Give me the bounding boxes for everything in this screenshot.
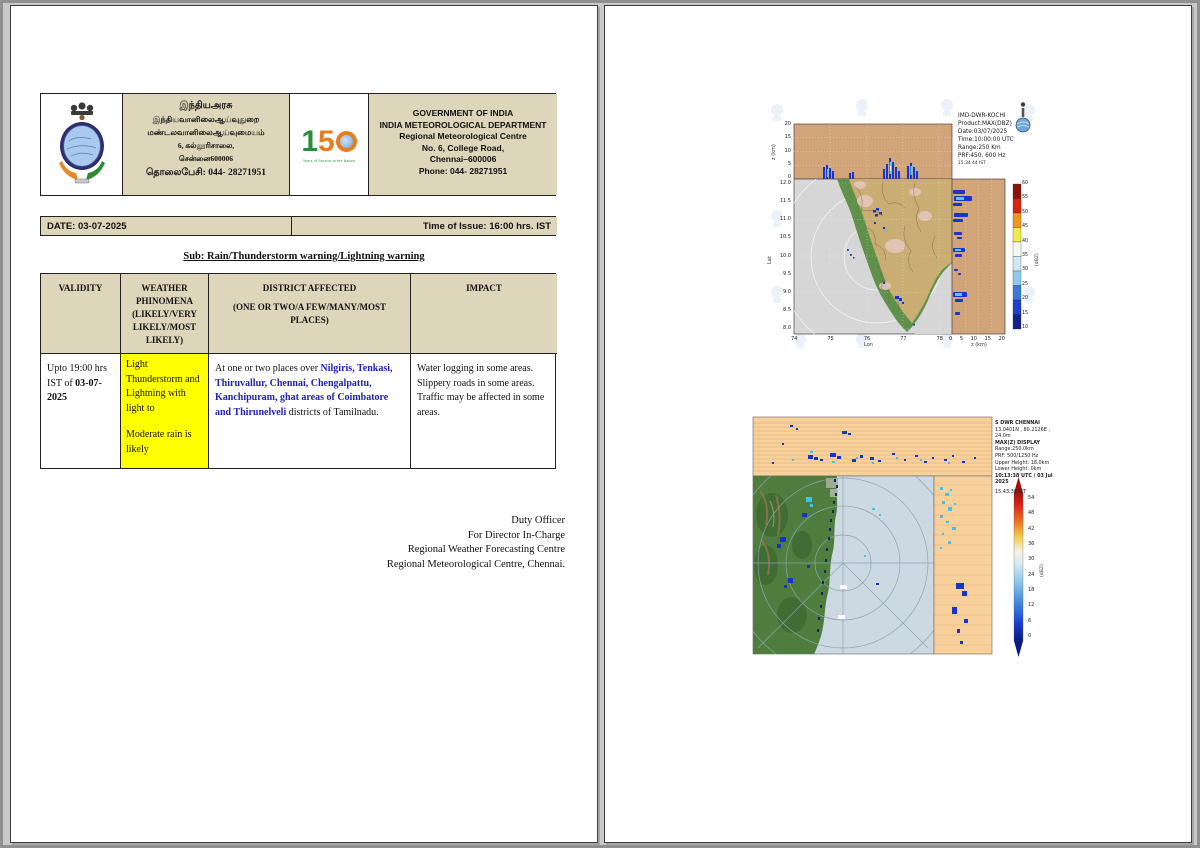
lon-tick: 77 xyxy=(900,336,907,342)
kochi-lon-axis-label: Lon xyxy=(864,342,873,348)
chennai-right-cross-section xyxy=(934,476,992,654)
lat-tick: 10.0 xyxy=(779,252,791,259)
english-address-line: Chennai–600006 xyxy=(429,154,497,164)
chennai-prf-label: PRF: 500/1250 Hz xyxy=(995,452,1039,459)
kochi-colorbar-ticks xyxy=(1022,181,1034,330)
lon-tick: 75 xyxy=(827,336,834,342)
english-address-line: No. 6, College Road, xyxy=(421,142,505,153)
z-tick: 15 xyxy=(984,336,991,342)
kochi-lat-axis-label: Lat xyxy=(767,256,773,264)
colorbar-tick: 48 xyxy=(1028,510,1035,517)
india-emblem-icon xyxy=(41,94,122,195)
radar-image-kochi xyxy=(765,96,1043,348)
impact-line: Water logging in some areas. xyxy=(417,363,534,374)
chennai-top-cross-section xyxy=(753,417,992,476)
district-header-title: DISTRICT AFFECTED xyxy=(262,283,357,293)
kochi-info-line: Product:MAX(DBZ) xyxy=(958,121,1012,127)
chennai-utc-time: 10:13:38 UTC / 03 Jul 2025 xyxy=(995,472,1053,486)
z-tick: 5 xyxy=(787,160,791,167)
time-of-issue-label: Time of Issue: 16:00 hrs. IST xyxy=(292,217,557,235)
validity-cell xyxy=(41,354,121,468)
colorbar-tick: 50 xyxy=(1022,209,1029,215)
chennai-lower-height-label: Lower Height: 0km xyxy=(995,466,1042,473)
signature-line: For Director In-Charge xyxy=(467,529,565,541)
col-header-weather-phenomena: WEATHER PHINOMENA (LIKELY/VERY LIKELY/MOST LIKELY) xyxy=(121,274,209,354)
colorbar-tick: 6 xyxy=(1028,617,1032,624)
impact-line: Slippery roads in some areas. xyxy=(417,377,535,389)
lon-tick: 78 xyxy=(936,336,943,342)
district-header-sub: (ONE OR TWO/A FEW/MANY/MOST PLACES) xyxy=(232,302,387,325)
lat-tick: 8.5 xyxy=(783,306,791,313)
header-tamil-address xyxy=(123,94,290,195)
z-tick: 20 xyxy=(998,336,1005,342)
tamil-address-line: சென்னை600006 xyxy=(178,154,234,163)
tamil-address-line: இந்தியஅரசு xyxy=(179,101,233,111)
radar-image-chennai xyxy=(752,415,1062,657)
date-label: DATE: 03-07-2025 xyxy=(41,217,292,235)
kochi-info-line: Time:10:00:00 UTC xyxy=(958,137,1014,143)
kochi-info-text xyxy=(958,112,1042,160)
kochi-info-line: Range:250 Km xyxy=(958,145,1001,151)
tamil-address-line: தொலைபேசி: 044- 28271951 xyxy=(145,168,266,178)
colorbar-tick: 40 xyxy=(1022,238,1029,244)
logo-150-globe-icon xyxy=(336,131,357,152)
lat-tick: 10.5 xyxy=(779,234,791,241)
letterhead-table xyxy=(40,93,556,196)
lat-tick: 8.0 xyxy=(783,325,791,331)
validity-date: 03-07-2025 xyxy=(47,377,102,403)
emblem-cell xyxy=(41,94,123,195)
kochi-colorbar-unit-label: (dBZ) xyxy=(1035,253,1040,266)
header-english-address xyxy=(369,94,557,195)
chennai-colorbar-unit-label: (dBZ) xyxy=(1040,564,1045,577)
colorbar-tick: 55 xyxy=(1022,195,1029,201)
logo-150-subtext: Years of Service to the Nation xyxy=(302,158,356,163)
weather-phenomena-cell xyxy=(121,354,209,468)
phenomena-text-1: Light Thunderstorm and Lightning with light to xyxy=(126,359,200,414)
z-tick: 20 xyxy=(784,121,791,127)
z-tick: 15 xyxy=(784,134,791,141)
kochi-ist-time: 15:34:44 IST xyxy=(958,161,986,166)
lat-tick: 11.0 xyxy=(779,216,791,223)
date-issue-bar xyxy=(40,216,556,236)
z-tick: 10 xyxy=(970,336,977,342)
colorbar-tick: 10 xyxy=(1022,324,1029,330)
document-page-1 xyxy=(10,5,598,843)
signature-line: Regional Meteorological Centre, Chennai. xyxy=(386,558,565,570)
english-address-line: GOVERNMENT OF INDIA xyxy=(412,108,514,118)
colorbar-tick: 18 xyxy=(1028,586,1035,593)
colorbar-tick: 36 xyxy=(1028,540,1035,547)
colorbar-tick: 15 xyxy=(1022,310,1029,316)
impact-cell xyxy=(411,354,557,468)
validity-text: Upto 19:00 hrs IST of xyxy=(47,363,107,389)
chennai-upper-height-label: Upper Height: 18.0km xyxy=(995,459,1050,466)
kochi-colorbar xyxy=(1013,184,1021,329)
colorbar-tick: 42 xyxy=(1028,525,1035,532)
kochi-right-cross-section xyxy=(952,179,1005,334)
lat-tick: 9.0 xyxy=(783,288,791,295)
colorbar-tick: 60 xyxy=(1022,181,1029,186)
phenomena-text-2: Moderate rain is likely xyxy=(126,429,192,455)
tamil-address-line: மண்டலவானிலைஆய்வுமையம் xyxy=(147,128,265,137)
colorbar-tick: 30 xyxy=(1028,556,1035,563)
chennai-info-text xyxy=(995,420,1061,496)
kochi-z-right-axis-label: z (km) xyxy=(971,342,987,348)
colorbar-tick: 54 xyxy=(1028,495,1035,501)
colorbar-tick: 12 xyxy=(1028,602,1035,609)
chennai-ist-time: 15:43:38 IST xyxy=(995,488,1027,495)
signature-block xyxy=(387,514,565,572)
district-suffix: districts of Tamilnadu. xyxy=(286,406,379,418)
z-tick: 0 xyxy=(787,174,791,180)
logo-150-digits: 1 5 xyxy=(301,127,356,157)
col-header-validity: VALIDITY xyxy=(41,274,121,354)
kochi-info-line: IMD-DWR-KOCHI xyxy=(958,113,1006,119)
kochi-info-line: PRF:450, 600 Hz xyxy=(958,153,1006,159)
colorbar-tick: 24 xyxy=(1028,571,1035,578)
tamil-address-line: 6, கல்லூரிசாலை, xyxy=(177,141,235,150)
lat-tick: 11.5 xyxy=(779,198,791,205)
district-names: Nilgiris, Tenkasi, Thiruvallur, Chennai, Chengalpattu, Kanchipuram, ghat areas of Coimbatore and Thirunelveli xyxy=(215,363,393,418)
col-header-district-affected xyxy=(209,274,411,354)
colorbar-tick: 25 xyxy=(1022,281,1029,287)
subject-line: Sub: Rain/Thunderstorm warning/Lightning warning xyxy=(183,251,425,262)
kochi-info-line: Date:03/07/2025 xyxy=(958,129,1008,135)
kochi-top-cross-section xyxy=(794,124,952,179)
chennai-colorbar xyxy=(1014,477,1023,657)
kochi-z-ticks-left xyxy=(779,121,791,180)
chennai-radar-coords: 13.0401N , 80.2126E , 24.0m xyxy=(995,426,1050,440)
district-affected-cell xyxy=(209,354,411,468)
colorbar-tick: 35 xyxy=(1022,252,1029,258)
lon-tick: 74 xyxy=(791,336,798,342)
lon-tick: 76 xyxy=(863,336,871,342)
chennai-radar-title: S DWR CHENNAI xyxy=(995,420,1040,426)
chennai-product-label: MAX(Z) DISPLAY xyxy=(995,439,1041,446)
lat-tick: 12.0 xyxy=(779,180,791,186)
colorbar-tick: 45 xyxy=(1022,224,1029,230)
tamil-address-line: இந்தியவானிலைஆய்வுதுறை xyxy=(152,115,260,124)
z-tick: 10 xyxy=(784,147,791,154)
col-header-impact: IMPACT xyxy=(411,274,557,354)
lat-tick: 9.5 xyxy=(783,270,791,277)
z-tick: 5 xyxy=(959,336,963,342)
warning-table xyxy=(40,273,556,469)
signature-line: Duty Officer xyxy=(511,515,565,526)
document-page-2 xyxy=(604,5,1192,843)
colorbar-tick: 20 xyxy=(1022,296,1029,302)
colorbar-tick: 0 xyxy=(1028,632,1032,639)
english-address-line: INDIA METEOROLOGICAL DEPARTMENT xyxy=(379,119,547,130)
district-prefix: At one or two places over xyxy=(215,363,321,374)
z-tick: 0 xyxy=(949,336,953,342)
colorbar-tick: 30 xyxy=(1022,267,1029,273)
impact-line: Traffic may be affected in some areas. xyxy=(417,392,545,418)
kochi-lat-ticks xyxy=(773,180,791,331)
chennai-range-label: Range:250.0km xyxy=(995,446,1034,453)
imd-150-logo xyxy=(290,94,369,195)
english-address-line: Regional Meteorological Centre xyxy=(399,131,527,141)
kochi-z-axis-label: z (km) xyxy=(771,144,777,160)
english-address-line: Phone: 044- 28271951 xyxy=(418,165,508,176)
signature-line: Regional Weather Forecasting Centre xyxy=(407,544,565,555)
